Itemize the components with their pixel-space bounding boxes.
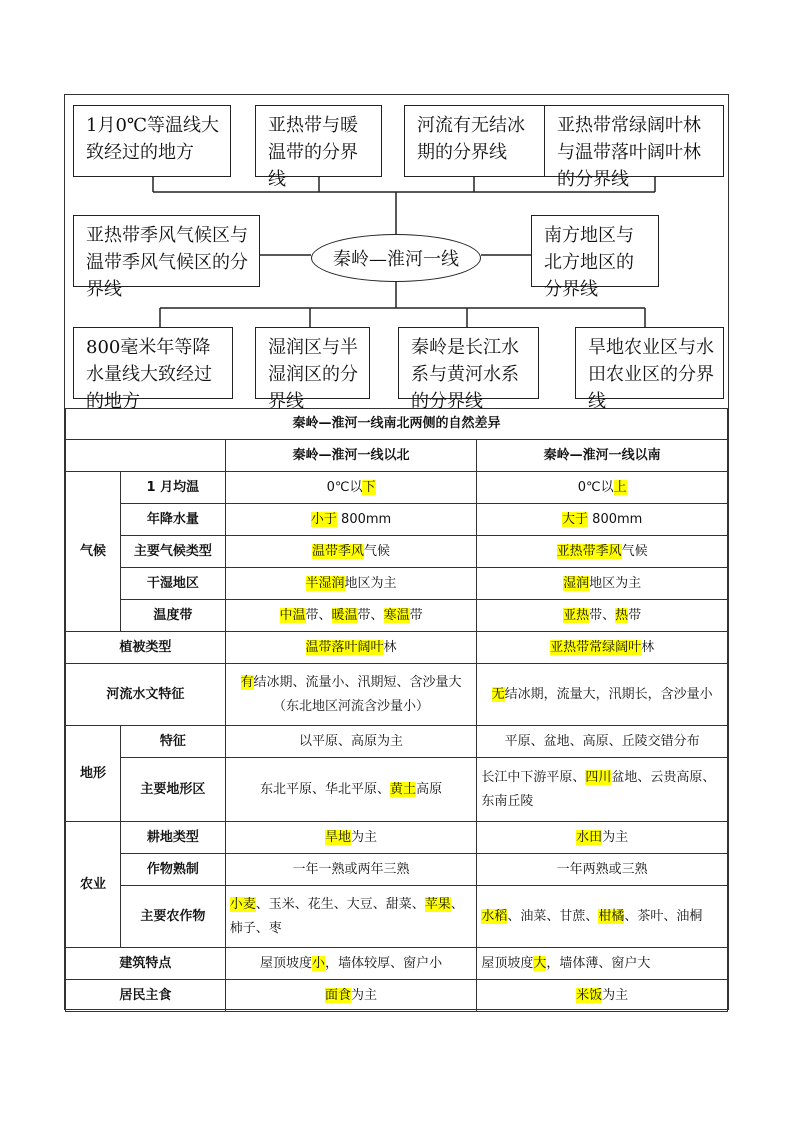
cell-north [225, 664, 477, 726]
highlighted-text: 小于 [310, 511, 337, 527]
mind-map-diagram [65, 95, 728, 412]
highlighted-text: 旱地 [325, 829, 352, 845]
table-row [66, 854, 728, 886]
row-label: 干湿地区 [120, 568, 225, 600]
row-label: 主要地形区 [120, 758, 225, 822]
cell-north [225, 854, 477, 886]
cell-north [225, 758, 477, 822]
cell-south [477, 664, 728, 726]
highlighted-text: 湿润 [563, 575, 590, 591]
cell-south [477, 472, 728, 504]
cell-south [477, 632, 728, 664]
table-row [66, 568, 728, 600]
highlighted-text: 小麦 [229, 896, 256, 912]
cell-north [225, 886, 477, 948]
cell-text: 、玉米、花生、大豆、甜菜、 [255, 896, 425, 912]
cell-south [477, 980, 728, 1012]
cell-text: 一年一熟或两年三熟 [292, 861, 410, 877]
header-north: 秦岭—淮河一线以北 [225, 440, 477, 472]
cell-south [477, 600, 728, 632]
row-label: 1 月均温 [120, 472, 225, 504]
comparison-table [65, 408, 728, 1012]
top-box-3: 河流有无结冰期的分界线 [404, 105, 545, 177]
cell-text: 带、 [305, 607, 332, 623]
cell-text: 带、 [357, 607, 384, 623]
highlighted-text: 半湿润 [305, 575, 345, 591]
cell-text: 带、 [589, 607, 616, 623]
cell-south [477, 536, 728, 568]
cell-text: 结冰期，流量大，汛期长，含沙量小 [504, 686, 713, 702]
cell-text: ，墙体薄、窗户大 [546, 955, 651, 971]
group-agriculture: 农业 [66, 822, 121, 948]
cell-text: 0℃以 [326, 479, 363, 495]
row-label: 温度带 [120, 600, 225, 632]
highlighted-text: 大 [533, 955, 547, 971]
cell-north [225, 536, 477, 568]
cell-text: 为主 [351, 987, 378, 1003]
highlighted-text: 亚热带季风 [556, 543, 622, 559]
cell-text: 屋顶坡度 [481, 955, 534, 971]
header-south: 秦岭—淮河一线以南 [477, 440, 728, 472]
cell-north [225, 600, 477, 632]
cell-north [225, 632, 477, 664]
bottom-box-1: 800毫米年等降水量线大致经过的地方 [73, 327, 233, 399]
cell-text: ，墙体较厚、窗户小 [325, 955, 443, 971]
highlighted-text: 有 [240, 674, 254, 690]
cell-text: 平原、盆地、高原、丘陵交错分布 [504, 733, 700, 749]
cell-south [477, 758, 728, 822]
cell-text: 气候 [621, 543, 648, 559]
table-title: 秦岭—淮河一线南北两侧的自然差异 [66, 409, 728, 440]
highlighted-text: 温带季风 [312, 543, 365, 559]
row-label: 耕地类型 [120, 822, 225, 854]
highlighted-text: 中温 [279, 607, 306, 623]
cell-text: 为主 [602, 987, 629, 1003]
cell-south [477, 568, 728, 600]
row-label: 居民主食 [66, 980, 226, 1012]
table-row [66, 504, 728, 536]
cell-text: 、柿子、枣 [229, 896, 464, 936]
cell-text: 、茶叶、油桐 [624, 908, 703, 924]
cell-text: 高原 [416, 781, 443, 797]
cell-text: 林 [641, 639, 655, 655]
row-label: 建筑特点 [66, 948, 226, 980]
table-row [66, 536, 728, 568]
cell-text: 林 [383, 639, 397, 655]
cell-north [225, 568, 477, 600]
cell-south [477, 886, 728, 948]
highlighted-text: 小 [312, 955, 326, 971]
bottom-box-2: 湿润区与半湿润区的分界线 [255, 327, 370, 399]
center-oval: 秦岭—淮河一线 [311, 234, 481, 282]
highlighted-text: 热 [615, 607, 629, 623]
cell-text: 800mm [336, 511, 392, 527]
top-box-4: 亚热带常绿阔叶林与温带落叶阔叶林的分界线 [544, 105, 724, 177]
group-terrain: 地形 [66, 726, 121, 822]
highlighted-text: 苹果 [424, 896, 451, 912]
table-row [66, 948, 728, 980]
cell-text: 一年两熟或三熟 [556, 861, 648, 877]
highlighted-text: 柑橘 [598, 908, 625, 924]
cell-text: 、油菜、甘蔗、 [507, 908, 599, 924]
cell-text: 地区为主 [589, 575, 642, 591]
cell-south [477, 854, 728, 886]
highlighted-text: 亚热带常绿阔叶 [550, 639, 642, 655]
row-label: 年降水量 [120, 504, 225, 536]
cell-text: 以平原、高原为主 [299, 733, 404, 749]
header-blank [66, 440, 226, 472]
highlighted-text: 黄土 [390, 781, 417, 797]
highlighted-text: 米饭 [576, 987, 603, 1003]
cell-south [477, 822, 728, 854]
cell-north [225, 980, 477, 1012]
row-label: 特征 [120, 726, 225, 758]
cell-text: 带 [409, 607, 423, 623]
left-box: 亚热带季风气候区与温带季风气候区的分界线 [73, 215, 260, 287]
row-label: 作物熟制 [120, 854, 225, 886]
bottom-box-4: 旱地农业区与水田农业区的分界线 [575, 327, 724, 399]
highlighted-text: 四川 [585, 769, 612, 785]
highlighted-text: 温带落叶阔叶 [305, 639, 384, 655]
table-row [66, 664, 728, 726]
table-row [66, 472, 728, 504]
row-label: 植被类型 [66, 632, 226, 664]
cell-north [225, 822, 477, 854]
cell-north [225, 948, 477, 980]
table-row [66, 600, 728, 632]
cell-north [225, 726, 477, 758]
table-row [66, 886, 728, 948]
cell-text: 0℃以 [577, 479, 614, 495]
row-label: 主要农作物 [120, 886, 225, 948]
right-box: 南方地区与北方地区的分界线 [531, 215, 659, 287]
cell-text: 地区为主 [344, 575, 397, 591]
top-box-1: 1月0℃等温线大致经过的地方 [73, 105, 231, 177]
cell-text: 长江中下游平原、 [481, 769, 586, 785]
highlighted-text: 亚热 [563, 607, 590, 623]
highlighted-text: 暖温 [331, 607, 358, 623]
table-row [66, 822, 728, 854]
cell-text: 屋顶坡度 [260, 955, 313, 971]
cell-text: 800mm [588, 511, 643, 527]
row-label: 河流水文特征 [66, 664, 226, 726]
cell-north [225, 504, 477, 536]
cell-north [225, 472, 477, 504]
cell-text: 气候 [364, 543, 391, 559]
row-label: 主要气候类型 [120, 536, 225, 568]
table-row [66, 726, 728, 758]
highlighted-text: 寒温 [383, 607, 410, 623]
highlighted-text: 下 [362, 479, 376, 495]
highlighted-text: 无 [491, 686, 505, 702]
highlighted-text: 上 [613, 479, 627, 495]
table-row [66, 632, 728, 664]
top-box-2: 亚热带与暖温带的分界线 [255, 105, 382, 177]
cell-south [477, 504, 728, 536]
highlighted-text: 水田 [576, 829, 603, 845]
highlighted-text: 水稻 [481, 908, 508, 924]
worksheet-frame [64, 94, 729, 1010]
highlighted-text: 大于 [562, 511, 589, 527]
table-row [66, 980, 728, 1012]
cell-text: 盆地、云贵高原、东南丘陵 [481, 769, 716, 809]
highlighted-text: 面食 [325, 987, 352, 1003]
bottom-box-3: 秦岭是长江水系与黄河水系的分界线 [398, 327, 539, 399]
group-climate: 气候 [66, 472, 121, 632]
cell-text: 为主 [351, 829, 378, 845]
table-row [66, 758, 728, 822]
cell-text: 带 [628, 607, 642, 623]
cell-south [477, 726, 728, 758]
cell-text: 结冰期、流量小、汛期短、含沙量大（东北地区河流含沙量小） [253, 674, 462, 714]
cell-south [477, 948, 728, 980]
cell-text: 为主 [602, 829, 629, 845]
cell-text: 东北平原、华北平原、 [260, 781, 391, 797]
